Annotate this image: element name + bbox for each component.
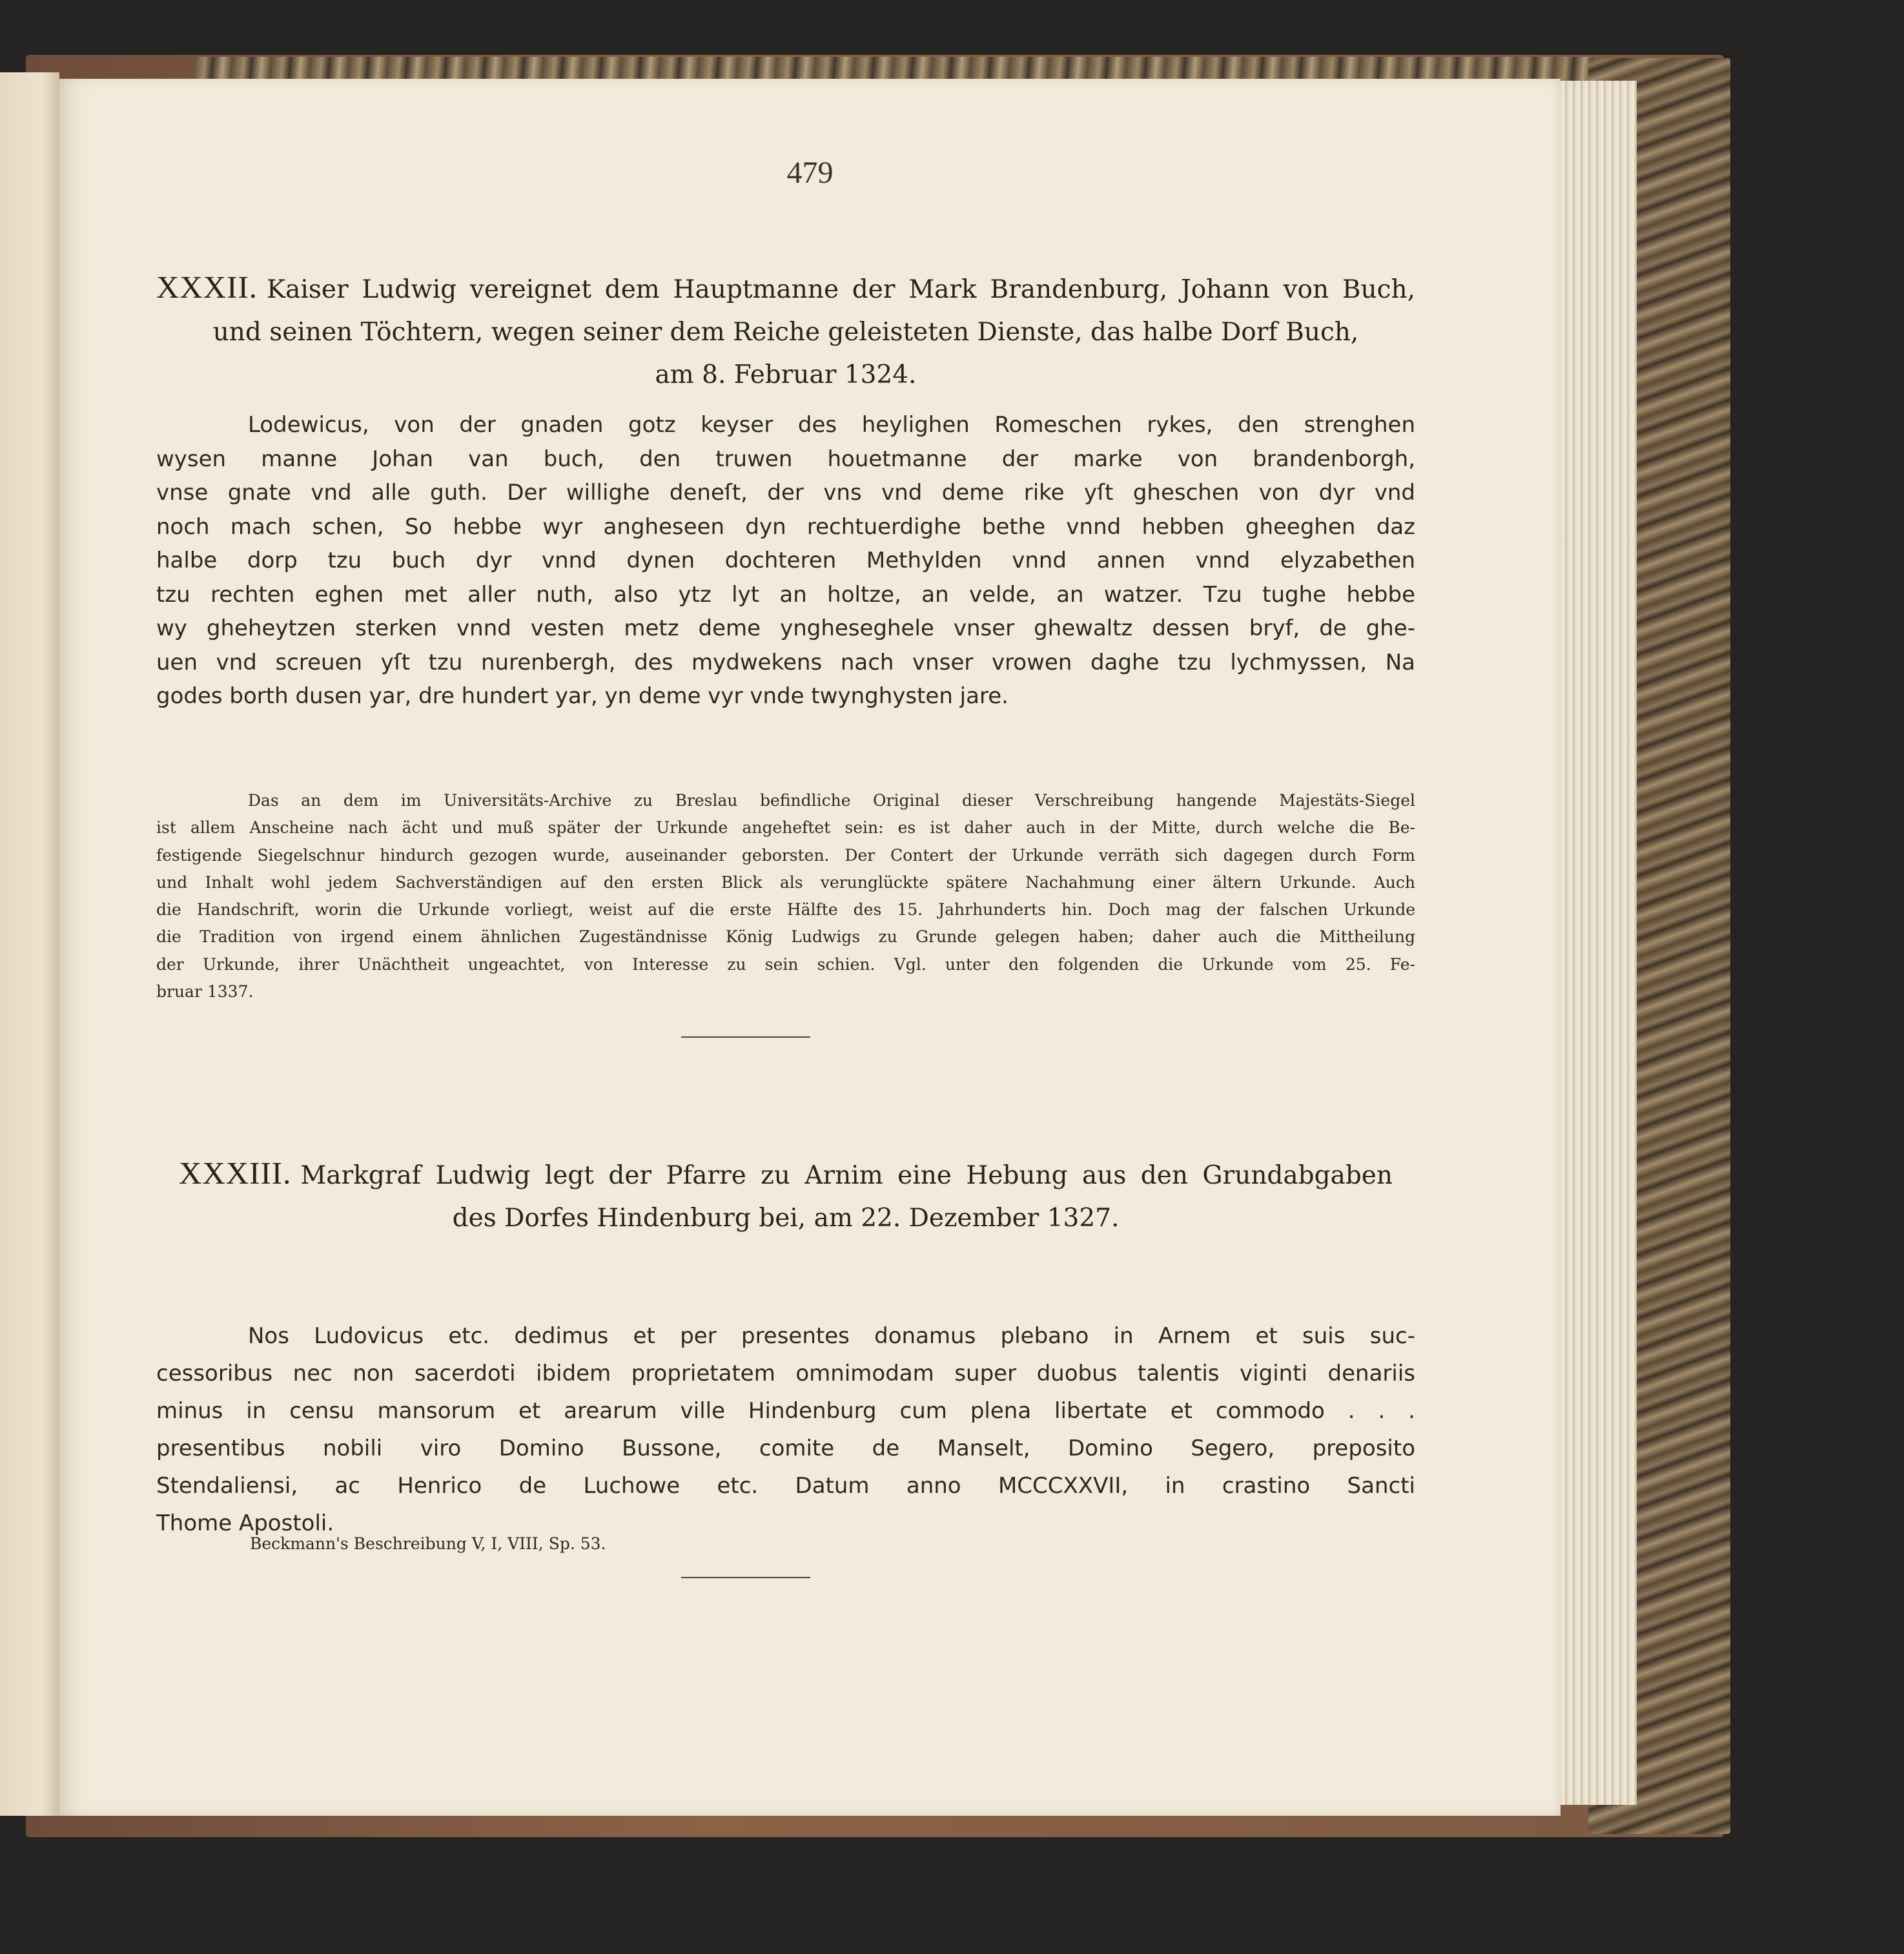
text-line: tzu rechten eghen met aller nuth, also ytz lyt an holtze, an velde, an watzer. Tzu tughe hebbe bbox=[156, 581, 1415, 608]
heading-text: Markgraf Ludwig legt der Pfarre zu Arnim eine Hebung aus den Grundabgaben bbox=[300, 1161, 1393, 1190]
text-line: vnse gnate vnd alle guth. Der willighe deneſt, der vns vnd deme rike yſt gheschen von dyr vnd bbox=[156, 480, 1415, 506]
note-line: festigende Siegelschnur hindurch gezogen wurde, auseinander geborsten. Der Contert der Urkunde verräth sich dagegen durch Form bbox=[156, 845, 1415, 865]
heading-line-2: des Dorfes Hindenburg bei, am 22. Dezember 1327. bbox=[452, 1204, 1120, 1233]
section-divider bbox=[681, 1036, 810, 1038]
text-line: Thome Apostoli. bbox=[156, 1510, 334, 1536]
document-33-heading bbox=[179, 1152, 1393, 1240]
document-32-text bbox=[156, 408, 1415, 714]
note-line: die Handschrift, worin die Urkunde vorliegt, weist auf die erste Hälfte des 15. Jahrhunderts hin. Doch mag der falschen Urkunde bbox=[156, 900, 1415, 920]
text-line: wysen manne Johan van buch, den truwen houetmanne der marke von brandenborgh, bbox=[156, 446, 1415, 472]
document-33-text bbox=[156, 1317, 1415, 1542]
document-number: XXXIII. bbox=[179, 1155, 292, 1191]
text-line: presentibus nobili viro Domino Bussone, comite de Manselt, Domino Segero, preposito bbox=[156, 1435, 1415, 1461]
heading-line-1 bbox=[156, 266, 1415, 311]
text-line: Nos Ludovicus etc. dedimus et per presentes donamus plebano in Arnem et suis suc- bbox=[248, 1323, 1415, 1349]
page-stack bbox=[1553, 81, 1637, 1805]
document-32-note bbox=[156, 787, 1415, 1005]
heading-line-1 bbox=[179, 1152, 1393, 1197]
text-line: Stendaliensi, ac Henrico de Luchowe etc. Datum anno MCCCXXVII, in crastino Sancti bbox=[156, 1473, 1415, 1499]
heading-line-3: am 8. Februar 1324. bbox=[655, 360, 917, 389]
note-line: bruar 1337. bbox=[156, 982, 254, 1002]
document-32-heading bbox=[156, 266, 1415, 396]
text-line: godes borth dusen yar, dre hundert yar, yn deme vyr vnde twynghysten jare. bbox=[156, 683, 1008, 709]
heading-text: Kaiser Ludwig vereignet dem Hauptmanne der Mark Brandenburg, Johann von Buch, bbox=[267, 275, 1415, 304]
text-line: halbe dorp tzu buch dyr vnnd dynen dochteren Methylden vnnd annen vnnd elyzabethen bbox=[156, 548, 1415, 573]
note-line: der Urkunde, ihrer Unächtheit ungeachtet, von Interesse zu sein schien. Vgl. unter den folgenden die Urkunde vom 25. Fe- bbox=[156, 954, 1415, 974]
text-line: noch mach schen, So hebbe wyr anghesеen dyn rechtuerdighe bethe vnnd hebben gheeghen daz bbox=[156, 513, 1415, 540]
heading-line-2: und seinen Töchtern, wegen seiner dem Reiche geleisteten Dienste, das halbe Dorf Buch, bbox=[212, 318, 1359, 347]
note-line: Das an dem im Universitäts-Archive zu Breslau befindliche Original dieser Verschreibung hangende Majestäts-Siegel bbox=[248, 791, 1415, 810]
document-33-source: Beckmann's Beschreibung V, I, VIII, Sp. 53. bbox=[250, 1534, 606, 1553]
note-line: die Tradition von irgend einem ähnlichen Zugeständnisse König Ludwigs zu Grunde gelegen haben; daher auch die Mittheilung bbox=[156, 927, 1415, 947]
text-line: minus in censu mansorum et arearum ville Hindenburg cum plena libertate et commodo . . . bbox=[156, 1398, 1415, 1424]
section-divider bbox=[681, 1577, 810, 1578]
text-line: Lodewicus, von der gnaden gotz keyser des heylighen Romeschen rykes, den strenghen bbox=[248, 412, 1415, 438]
page-number: 479 bbox=[786, 156, 834, 190]
document-number: XXXII. bbox=[156, 269, 258, 305]
text-line: cessoribus nec non sacerdoti ibidem proprietatem omnimodam super duobus talentis viginti denariis bbox=[156, 1361, 1415, 1386]
note-line: ist allem Anscheine nach ächt und muß später der Urkunde angeheftet sein: es ist daher auch in der Mitte, durch welche die Be- bbox=[156, 818, 1415, 838]
book-page bbox=[59, 79, 1561, 1816]
left-page-edge bbox=[0, 72, 59, 1816]
note-line: und Inhalt wohl jedem Sachverständigen auf den ersten Blick als verunglückte spätere Nachahmung einer ältern Urkunde. Auch bbox=[156, 872, 1415, 892]
text-line: uen vnd screuen yſt tzu nurenbergh, des mydwekens nach vnser vrowen daghe tzu lychmyssen, Na bbox=[156, 649, 1415, 675]
text-line: wy gheheytzen sterken vnnd vesten metz deme ynghеseghele vnser ghewaltz dessen bryf, de ghe- bbox=[156, 615, 1415, 641]
